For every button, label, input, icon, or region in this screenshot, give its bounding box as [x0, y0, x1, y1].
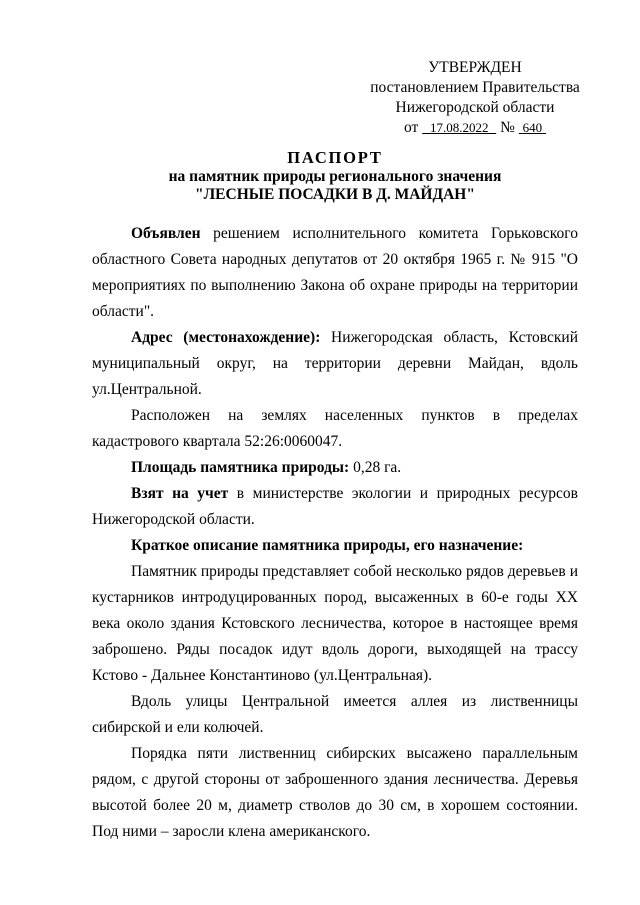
- approval-date-line: [360, 118, 590, 138]
- approval-from-label: от: [404, 119, 419, 136]
- approval-number: 640: [522, 120, 543, 135]
- paragraph-area: Площадь памятника природы: 0,28 га.: [131, 459, 402, 476]
- title-main: ПАСПОРТ: [287, 148, 383, 167]
- approval-authority: постановлением Правительства: [370, 79, 580, 96]
- document-title: [92, 148, 578, 204]
- approval-stamp: [360, 58, 590, 138]
- approval-number-sign: №: [500, 119, 515, 136]
- approval-date: 17.08.2022: [429, 120, 489, 135]
- document-body: [92, 221, 578, 845]
- title-subtitle: на памятник природы регионального значения: [168, 168, 502, 185]
- title-name: "ЛЕСНЫЕ ПОСАДКИ В Д. МАЙДАН": [195, 186, 475, 203]
- approval-title: УТВЕРЖДЕН: [428, 59, 522, 76]
- paragraph-alley: Вдоль улицы Центральной имеется аллея из лиственницы сибирской и ели колючей.: [92, 693, 578, 736]
- paragraph-larches: Порядка пяти лиственниц сибирских высажено параллельным рядом, с другой стороны от заброшенного здания лесничества. Деревья высотой более 20 м, диаметр стволов до 30 см, в хорошем состоянии. Под ними – заросли клена американского.: [92, 745, 578, 840]
- paragraph-description: Памятник природы представляет собой несколько рядов деревьев и кустарников интродуцированных пород, высаженных в 60-е годы XX века около здания Кстовского лесничества, которое в настоящее время заброшено. Ряды посадок идут вдоль дороги, выходящей на трассу Кстово - Дальнее Константиново (ул.Центральная).: [92, 563, 578, 684]
- paragraph-declared: Объявлен решением исполнительного комитета Горьковского областного Совета народных депутатов от 20 октября 1965 г. № 915 "О мероприятиях по выполнению Закона об охране природы на территории области".: [92, 225, 578, 320]
- paragraph-description-heading: Краткое описание памятника природы, его назначение:: [131, 537, 524, 554]
- paragraph-registered: Взят на учет в министерстве экологии и природных ресурсов Нижегородской области.: [92, 485, 579, 528]
- approval-region: Нижегородской области: [395, 99, 555, 116]
- paragraph-location: Расположен на землях населенных пунктов в пределах кадастрового квартала 52:26:0060047.: [92, 407, 578, 450]
- paragraph-address: Адрес (местонахождение): Нижегородская область, Кстовский муниципальный округ, на территории деревни Майдан, вдоль ул.Центральной.: [92, 329, 578, 398]
